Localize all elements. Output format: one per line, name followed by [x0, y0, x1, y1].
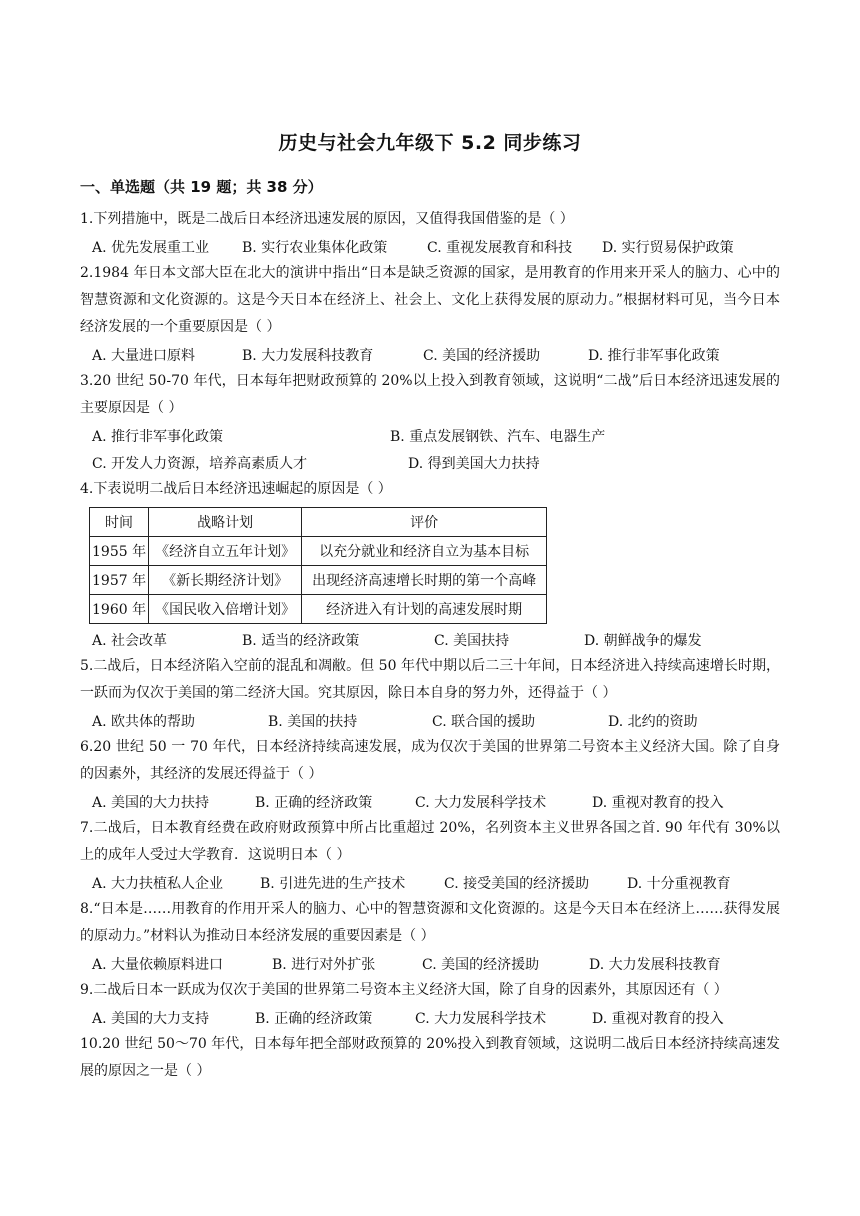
question-8 [80, 896, 780, 977]
question-2 [80, 260, 780, 368]
option-a[interactable]: A. 优先发展重工业 [92, 239, 210, 256]
page-title: 历史与社会九年级下 5.2 同步练习 [278, 132, 582, 154]
question-list [80, 206, 780, 1085]
option-b[interactable]: B. 进行对外扩张 [272, 956, 376, 973]
table-cell: 以充分就业和经济自立为基本目标 [302, 537, 547, 566]
options-row [80, 626, 780, 653]
strategy-table [89, 507, 547, 624]
question-stem: 6.20 世纪 50 一 70 年代，日本经济持续高速发展，成为仅次于美国的世界第二号资本主义经济大国。除了自身的因素外，其经济的发展还得益于（ ） [80, 739, 780, 782]
option-c[interactable]: C. 大力发展科学技术 [415, 794, 547, 811]
question-stem: 1.下列措施中，既是二战后日本经济迅速发展的原因，又值得我国借鉴的是（ ） [80, 211, 574, 227]
options-row [80, 233, 780, 260]
option-a[interactable]: A. 美国的大力扶持 [92, 794, 210, 811]
question-7 [80, 815, 780, 896]
option-d[interactable]: D. 实行贸易保护政策 [602, 239, 734, 256]
option-b[interactable]: B. 适当的经济政策 [242, 632, 360, 649]
option-a[interactable]: A. 大力扶植私人企业 [92, 875, 224, 892]
question-4 [80, 476, 780, 653]
option-b[interactable]: B. 引进先进的生产技术 [260, 875, 406, 892]
option-a[interactable]: A. 美国的大力支持 [92, 1010, 210, 1027]
option-a[interactable]: A. 大量进口原料 [92, 347, 196, 364]
options-row [80, 449, 780, 476]
question-stem: 4.下表说明二战后日本经济迅速崛起的原因是（ ） [80, 481, 392, 497]
question-stem: 5.二战后，日本经济陷入空前的混乱和凋敝。但 50 年代中期以后二三十年间，日本经济进入持续高速增长时期，一跃而为仅次于美国的第二经济大国。究其原因，除日本自身的努力外，还得益于（ ） [80, 658, 780, 701]
option-d[interactable]: D. 十分重视教育 [627, 875, 731, 892]
option-d[interactable]: D. 朝鲜战争的爆发 [584, 632, 702, 649]
question-10 [80, 1031, 780, 1085]
table-header-row [90, 508, 547, 537]
option-d[interactable]: D. 推行非军事化政策 [588, 347, 720, 364]
question-stem: 10.20 世纪 50～70 年代，日本每年把全部财政预算的 20%投入到教育领域，这说明二战后日本经济持续高速发展的原因之一是（ ） [80, 1036, 780, 1079]
section-heading: 一、单选题（共 19 题；共 38 分） [80, 178, 323, 196]
table-cell: 《国民收入倍增计划》 [149, 595, 302, 624]
option-c[interactable]: C. 重视发展教育和科技 [427, 239, 573, 256]
question-stem: 2.1984 年日本文部大臣在北大的演讲中指出“日本是缺乏资源的国家，是用教育的作用来开采人的脑力、心中的智慧资源和文化资源的。这是今天日本在经济上、社会上、文化上获得发展的原动力。”根据材料可见，当今日本经济发展的一个重要原因是（ ） [80, 265, 780, 335]
option-d[interactable]: D. 重视对教育的投入 [592, 1010, 724, 1027]
option-b[interactable]: B. 美国的扶持 [268, 713, 358, 730]
table-row [90, 537, 547, 566]
table-cell: 1960 年 [90, 595, 149, 624]
option-a[interactable]: A. 推行非军事化政策 [92, 428, 224, 445]
table-header: 时间 [90, 508, 149, 537]
options-row [80, 1004, 780, 1031]
option-a[interactable]: A. 大量依赖原料进口 [92, 956, 224, 973]
table-cell: 1957 年 [90, 566, 149, 595]
table-cell: 出现经济高速增长时期的第一个高峰 [302, 566, 547, 595]
table-cell: 经济进入有计划的高速发展时期 [302, 595, 547, 624]
table-cell: 《新长期经济计划》 [149, 566, 302, 595]
options-row [80, 341, 780, 368]
question-stem: 3.20 世纪 50-70 年代，日本每年把财政预算的 20%以上投入到教育领域，这说明“二战”后日本经济迅速发展的主要原因是（ ） [80, 373, 780, 416]
option-d[interactable]: D. 得到美国大力扶持 [408, 455, 540, 472]
option-c[interactable]: C. 接受美国的经济援助 [444, 875, 590, 892]
question-3 [80, 368, 780, 476]
options-row [80, 869, 780, 896]
question-9 [80, 977, 780, 1031]
question-1 [80, 206, 780, 260]
option-d[interactable]: D. 重视对教育的投入 [592, 794, 724, 811]
option-c[interactable]: C. 开发人力资源，培养高素质人才 [92, 455, 308, 472]
option-a[interactable]: A. 欧共体的帮助 [92, 713, 196, 730]
option-c[interactable]: C. 美国扶持 [434, 632, 510, 649]
option-b[interactable]: B. 大力发展科技教育 [242, 347, 374, 364]
question-stem: 9.二战后日本一跃成为仅次于美国的世界第二号资本主义经济大国，除了自身的因素外，其原因还有（ ） [80, 982, 728, 998]
question-5 [80, 653, 780, 734]
question-6 [80, 734, 780, 815]
option-a[interactable]: A. 社会改革 [92, 632, 168, 649]
options-row [80, 788, 780, 815]
table-cell: 《经济自立五年计划》 [149, 537, 302, 566]
options-row [80, 950, 780, 977]
option-b[interactable]: B. 正确的经济政策 [255, 794, 373, 811]
table-row [90, 595, 547, 624]
table-header: 战略计划 [149, 508, 302, 537]
options-row [80, 422, 780, 449]
option-c[interactable]: C. 美国的经济援助 [422, 956, 540, 973]
option-d[interactable]: D. 北约的资助 [608, 713, 698, 730]
table-row [90, 566, 547, 595]
options-row [80, 707, 780, 734]
question-stem: 7.二战后，日本教育经费在政府财政预算中所占比重超过 20%，名列资本主义世界各国之首. 90 年代有 30%以上的成年人受过大学教育．这说明日本（ ） [80, 820, 780, 863]
option-b[interactable]: B. 重点发展钢铁、汽车、电器生产 [390, 428, 606, 445]
option-d[interactable]: D. 大力发展科技教育 [589, 956, 721, 973]
option-c[interactable]: C. 大力发展科学技术 [415, 1010, 547, 1027]
option-b[interactable]: B. 实行农业集体化政策 [242, 239, 388, 256]
option-b[interactable]: B. 正确的经济政策 [255, 1010, 373, 1027]
option-c[interactable]: C. 美国的经济援助 [423, 347, 541, 364]
option-c[interactable]: C. 联合国的援助 [432, 713, 536, 730]
table-cell: 1955 年 [90, 537, 149, 566]
table-header: 评价 [302, 508, 547, 537]
question-stem: 8.“日本是……用教育的作用开采人的脑力、心中的智慧资源和文化资源的。这是今天日本在经济上……获得发展的原动力。”材料认为推动日本经济发展的重要因素是（ ） [80, 901, 780, 944]
